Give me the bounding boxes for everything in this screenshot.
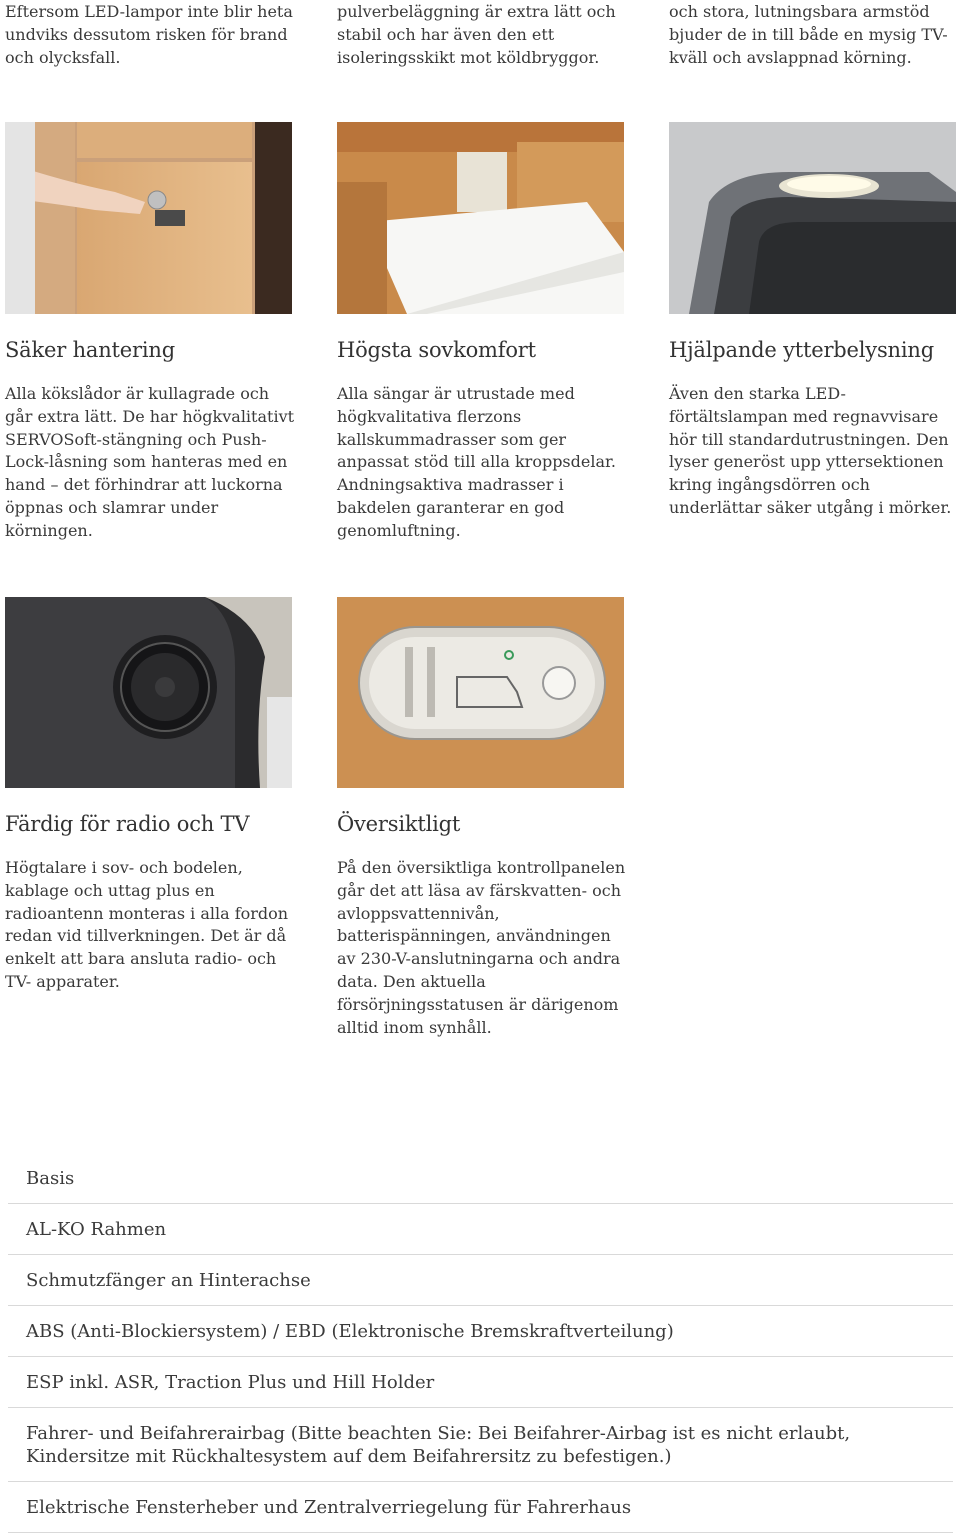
drawer-handle-photo bbox=[5, 122, 292, 314]
top-fragment-1: Eftersom LED-lampor inte blir heta undviks dessutom risken för brand och olycksfall. bbox=[5, 2, 293, 67]
feature-body-sleep-comfort: Alla sängar är utrustade med högkvalitativa flerzons kallskummadrasser som ger anpassat stöd till alla kroppsdelar. Andningsaktiva madrasser i bakdelen garanterar en god genomluftning. bbox=[337, 384, 616, 540]
top-fragment-2: pulverbeläggning är extra lätt och stabil och har även den ett isoleringsskikt mot köldbryggor. bbox=[337, 2, 616, 67]
spec-row: ESP inkl. ASR, Traction Plus und Hill Holder bbox=[8, 1357, 953, 1408]
door-light-photo bbox=[669, 122, 956, 314]
feature-body-exterior-lighting: Även den starka LED-förtältslampan med regnavvisare hör till standardutrustningen. Den lyser generöst upp yttersektionen kring ingångsdörren och underlättar säker utgång i mörker. bbox=[669, 384, 952, 517]
spec-table bbox=[8, 1155, 953, 1533]
bed-photo bbox=[337, 122, 624, 314]
feature-heading-safe-handling: Säker hantering bbox=[5, 338, 175, 362]
feature-heading-radio-tv: Färdig för radio och TV bbox=[5, 812, 250, 836]
feature-body-overview: På den översiktliga kontrollpanelen går det att läsa av färskvatten- och avloppsvattennivån, batterispänningen, användningen av 230-V-anslutningarna och andra data. Den aktuella försörjningsstatusen är därigenom alltid inom synhåll. bbox=[337, 858, 626, 1037]
top-fragment-3: och stora, lutningsbara armstöd bjuder de in till både en mysig TV-kväll och avslappnad körning. bbox=[669, 2, 948, 67]
spec-row: Elektrische Fensterheber und Zentralverriegelung für Fahrerhaus bbox=[8, 1482, 953, 1533]
speaker-photo bbox=[5, 597, 292, 788]
feature-heading-overview: Översiktligt bbox=[337, 812, 461, 836]
feature-body-radio-tv: Högtalare i sov- och bodelen, kablage och uttag plus en radioantenn monteras i alla fordon redan vid tillverkningen. Det är då enkelt att bara ansluta radio- och TV- apparater. bbox=[5, 858, 289, 991]
control-panel-photo bbox=[337, 597, 624, 788]
feature-body-safe-handling: Alla kökslådor är kullagrade och går extra lätt. De har högkvalitativt SERVOSoft-stängning och Push-Lock-låsning som hanteras med en hand – det förhindrar att luckorna öppnas och slamrar under körningen. bbox=[5, 384, 295, 540]
spec-row: AL-KO Rahmen bbox=[8, 1204, 953, 1255]
spec-row: Schmutzfänger an Hinterachse bbox=[8, 1255, 953, 1306]
spec-row: Basis bbox=[8, 1155, 953, 1204]
feature-heading-exterior-lighting: Hjälpande ytterbelysning bbox=[669, 338, 934, 362]
feature-heading-sleep-comfort: Högsta sovkomfort bbox=[337, 338, 536, 362]
spec-row: ABS (Anti-Blockiersystem) / EBD (Elektronische Bremskraftverteilung) bbox=[8, 1306, 953, 1357]
spec-row: Fahrer- und Beifahrerairbag (Bitte beachten Sie: Bei Beifahrer-Airbag ist es nicht erlaubt, Kindersitze mit Rückhaltesystem auf dem Beifahrersitz zu befestigen.) bbox=[8, 1408, 953, 1482]
